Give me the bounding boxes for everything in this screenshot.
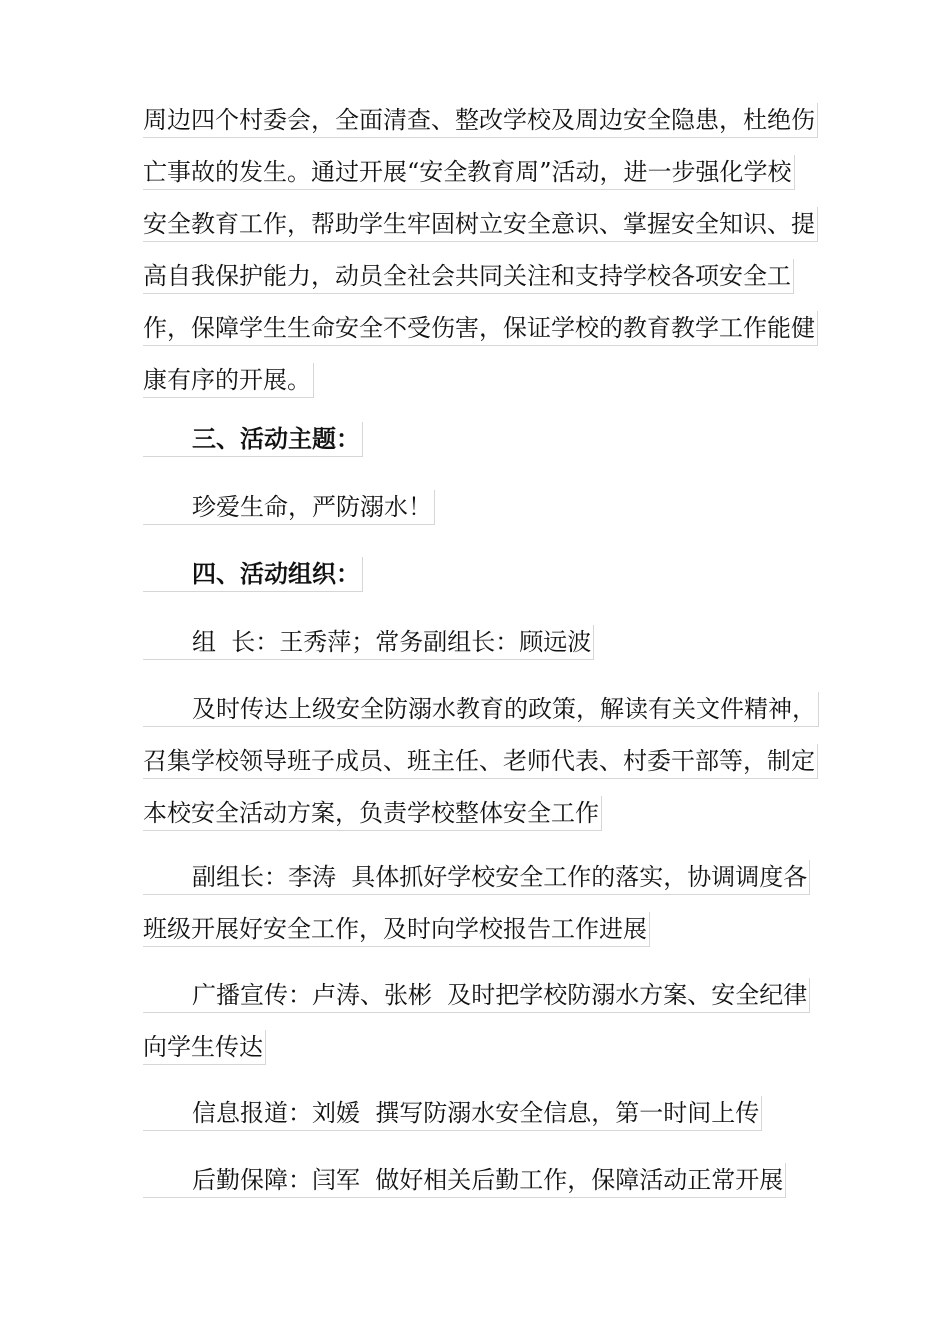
text-line: 副组长：李涛 具体抓好学校安全工作的落实，协调调度各 bbox=[143, 860, 810, 895]
text-line: 作，保障学生生命安全不受伤害，保证学校的教育教学工作能健 bbox=[143, 311, 818, 346]
leader-text: 组 长：王秀萍；常务副组长：顾远波 bbox=[143, 625, 594, 660]
theme-slogan bbox=[143, 490, 435, 525]
section-heading-theme bbox=[143, 422, 363, 457]
text-line: 信息报道：刘媛 撰写防溺水安全信息，第一时间上传 bbox=[143, 1096, 762, 1131]
leader-line bbox=[143, 625, 594, 660]
text-line: 班级开展好安全工作，及时向学校报告工作进展 bbox=[143, 912, 650, 947]
paragraph-broadcast bbox=[143, 978, 810, 1065]
heading-text: 三、活动主题： bbox=[143, 422, 363, 457]
paragraph-logistics bbox=[143, 1163, 786, 1198]
text-line: 周边四个村委会，全面清查、整改学校及周边安全隐患，杜绝伤 bbox=[143, 103, 818, 138]
text-line: 高自我保护能力，动员全社会共同关注和支持学校各项安全工 bbox=[143, 259, 794, 294]
text-line: 本校安全活动方案，负责学校整体安全工作 bbox=[143, 796, 602, 831]
slogan-text: 珍爱生命，严防溺水！ bbox=[143, 490, 435, 525]
paragraph-leader-duties bbox=[143, 692, 819, 831]
text-line: 安全教育工作，帮助学生牢固树立安全意识、掌握安全知识、提 bbox=[143, 207, 818, 242]
text-line: 广播宣传：卢涛、张彬 及时把学校防溺水方案、安全纪律 bbox=[143, 978, 810, 1013]
text-line: 召集学校领导班子成员、班主任、老师代表、村委干部等，制定 bbox=[143, 744, 818, 779]
text-line: 向学生传达 bbox=[143, 1030, 266, 1065]
text-line: 康有序的开展。 bbox=[143, 363, 314, 398]
paragraph-deputy-leader bbox=[143, 860, 810, 947]
text-line: 后勤保障：闫军 做好相关后勤工作，保障活动正常开展 bbox=[143, 1163, 786, 1198]
paragraph-info-report bbox=[143, 1096, 762, 1131]
text-line: 及时传达上级安全防溺水教育的政策，解读有关文件精神， bbox=[143, 692, 819, 727]
heading-text: 四、活动组织： bbox=[143, 557, 363, 592]
section-heading-organization bbox=[143, 557, 363, 592]
paragraph-safety-week bbox=[143, 103, 818, 398]
text-line: 亡事故的发生。通过开展“安全教育周”活动，进一步强化学校 bbox=[143, 155, 795, 190]
